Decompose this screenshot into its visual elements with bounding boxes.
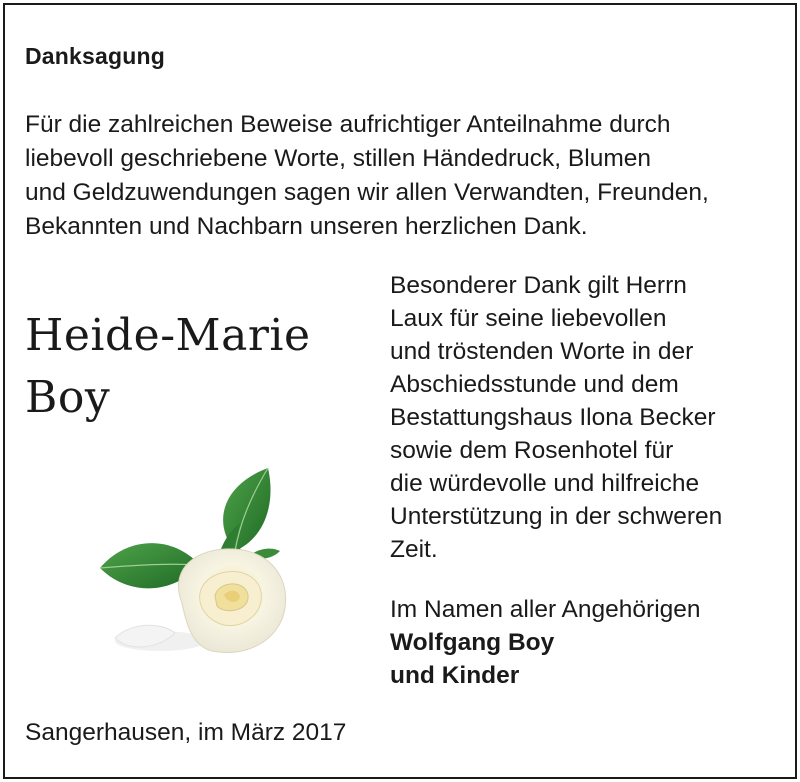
intro-line: Bekannten und Nachbarn unseren herzlichen Dank.	[25, 213, 588, 240]
place-date: Sangerhausen, im März 2017	[25, 719, 347, 746]
intro-paragraph	[25, 108, 785, 244]
intro-line: Für die zahlreichen Beweise aufrichtiger Anteilnahme durch	[25, 111, 671, 138]
thanks-line: Zeit.	[390, 536, 438, 563]
thanks-line: Unterstützung in der schweren	[390, 503, 723, 530]
thanks-line: Bestattungshaus Ilona Becker	[390, 404, 716, 431]
signature-block	[390, 593, 790, 692]
intro-line: liebevoll geschriebene Worte, stillen Händedruck, Blumen	[25, 145, 651, 172]
thanks-line: die würdevolle und hilfreiche	[390, 470, 700, 497]
thanks-line: Besonderer Dank gilt Herrn	[390, 272, 687, 299]
thanks-line: Laux für seine liebevollen	[390, 305, 667, 332]
deceased-first-name: Heide-Marie	[25, 310, 311, 361]
deceased-name	[25, 305, 310, 429]
intro-line: und Geldzuwendungen sagen wir allen Verwandten, Freunden,	[25, 179, 709, 206]
obituary-card	[3, 3, 797, 779]
signature-intro: Im Namen aller Angehörigen	[390, 596, 701, 623]
special-thanks-paragraph	[390, 269, 790, 566]
thanks-line: Abschiedsstunde und dem	[390, 371, 679, 398]
signature-name: Wolfgang Boy	[390, 629, 555, 656]
deceased-last-name: Boy	[25, 372, 111, 423]
rose-icon	[100, 463, 305, 673]
thanks-line: und tröstenden Worte in der	[390, 338, 694, 365]
heading: Danksagung	[25, 43, 166, 69]
thanks-line: sowie dem Rosenhotel für	[390, 437, 674, 464]
signature-name: und Kinder	[390, 662, 520, 689]
